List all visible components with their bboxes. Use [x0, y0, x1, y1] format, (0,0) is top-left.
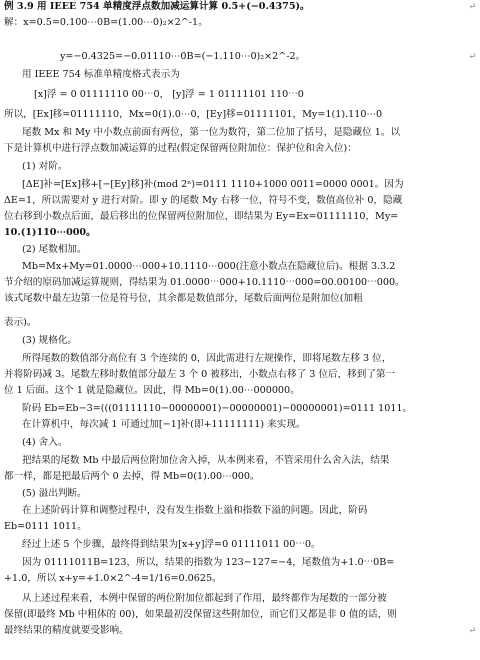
text-line: 位 1 后面。这个 1 就是隐藏位。因此，得 Mb=0(1).00⋯000000。: [4, 385, 300, 396]
return-mark-icon: ↵: [468, 626, 476, 636]
text-line: 尾数 Mx 和 My 中小数点前面有两位，第一位为数符，第二位加了括号，是隐藏位 1。以: [22, 127, 401, 138]
text-line: ΔE=1，所以需要对 y 进行对阶。即 y 的尾数 My 右移一位，符号不变，数值高位补 0，隐藏: [4, 195, 403, 206]
text-line: 把结果的尾数 Mb 中最后两位附加位舍入掉，从本例来看，不管采用什么舍入法，结果: [22, 455, 390, 466]
text-line: Eb=0111 1011。: [4, 521, 87, 532]
text-line: 节介绍的原码加减运算规则，得结果为 01.0000⋯000+10.1110⋯000=00.00100⋯000。: [4, 277, 405, 288]
text-line: (3) 规格化。: [22, 335, 78, 346]
text-line: Mb=Mx+My=01.0000⋯000+10.1110⋯000(注意小数点在隐藏位后)。根据 3.3.2: [22, 261, 396, 272]
text-line: 10.(1)110⋯000。: [4, 227, 96, 238]
text-line: 位右移到小数点后面，最后移出的位保留两位附加位，即结果为 Ey=Ex=01111110，My=: [4, 211, 399, 222]
text-line: 阶码 Eb=Eb−3=(((01111110−00000001)−00000001)−00000001)=0111 1011。: [22, 403, 413, 414]
text-line: [x]浮 = 0 01111110 00⋯0， [y]浮 = 1 01111101 110⋯0: [34, 89, 304, 100]
text-line: 都一样，都是把最后两个 0 去掉，得 Mb=0(1).00⋯000。: [4, 471, 260, 482]
text-line: 保留(即最终 Mb 中粗体的 00)，如果最初没保留这些附加位，而它们又都是非 0 值的话，则: [4, 609, 397, 620]
text-line: 并将阶码减 3。尾数左移时数值部分最左 3 个 0 被移出，小数点右移了 3 位后，移到了第一: [4, 369, 396, 380]
text-line: +1.0，所以 x+y=+1.0×2^-4=1/16=0.0625。: [4, 573, 222, 584]
text-line: (5) 溢出判断。: [22, 488, 87, 499]
text-line: 最终结果的精度就要受影响。: [4, 625, 129, 636]
text-line: 因为 01111011B=123，所以，结果的指数为 123−127=−4，尾数值为+1.0⋯0B=: [22, 557, 395, 568]
text-line: 用 IEEE 754 标准单精度格式表示为: [22, 69, 180, 80]
text-line: 从上述过程来看，本例中保留的两位附加位都起到了作用，最终都作为尾数的一部分被: [22, 593, 387, 604]
text-line: 该式尾数中最左边第一位是符号位，其余都是数值部分，尾数后面两位是附加位(加粗: [4, 293, 363, 304]
return-mark-icon: ↵: [468, 52, 476, 62]
text-line: 在上述阶码计算和调整过程中，没有发生指数上溢和指数下溢的问题。因此，阶码: [22, 505, 368, 516]
text-line: 下是计算机中进行浮点数加减运算的过程(假定保留两位附加位：保护位和舍入位)：: [4, 143, 357, 154]
text-line: 例 3.9 用 IEEE 754 单精度浮点数加减运算计算 0.5+(−0.4375)。: [4, 1, 310, 12]
text-line: 解：x=0.5=0.100⋯0B=(1.00⋯0)₂×2^-1。: [4, 17, 208, 28]
text-line: 所得尾数的数值部分高位有 3 个连续的 0，因此需进行左规操作，即将尾数左移 3 位，: [22, 353, 392, 364]
text-line: (2) 尾数相加。: [22, 244, 87, 255]
text-line: (4) 舍入。: [22, 437, 68, 448]
text-line: y=−0.4325=−0.01110⋯0B=(−1.110⋯0)₂×2^-2。: [60, 51, 306, 62]
text-line: 经过上述 5 个步骤，最终得到结果为[x+y]浮=0 01111011 00⋯0。: [22, 539, 321, 550]
return-mark-icon: ↵: [468, 2, 476, 12]
text-line: 所以，[Ex]移=01111110，Mx=0(1).0⋯0，[Ey]移=01111101，My=1(1).110⋯0: [4, 109, 383, 120]
text-line: (1) 对阶。: [22, 161, 68, 172]
text-line: 表示)。: [4, 317, 37, 328]
text-line: [ΔE]补=[Ex]移+[−[Ey]移]补(mod 2ⁿ)=0111 1110+1000 0011=0000 0001。因为: [22, 179, 404, 190]
text-line: 在计算机中，每次减 1 可通过加[−1]补(即+11111111) 来实现。: [22, 419, 306, 430]
